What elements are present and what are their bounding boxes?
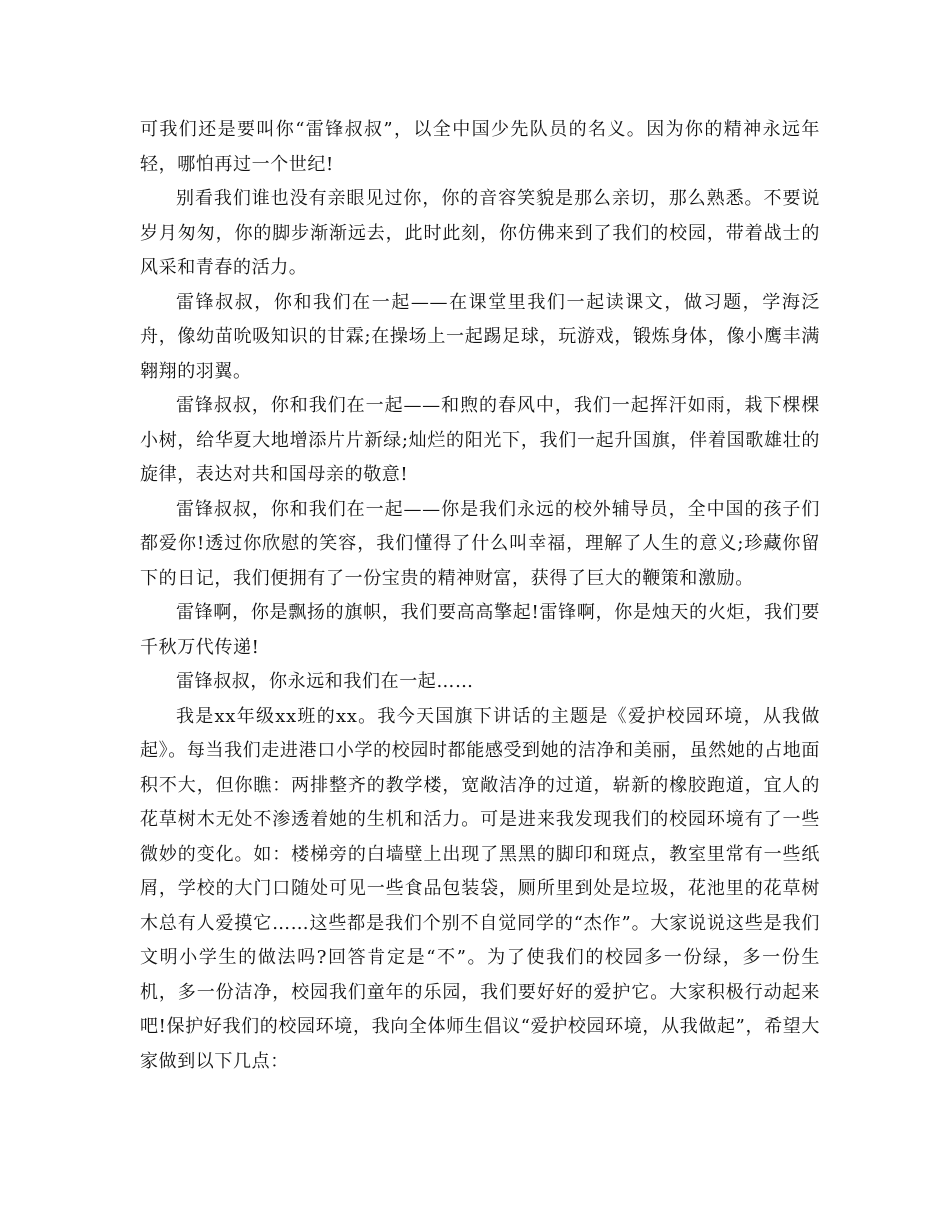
paragraph-1: 可我们还是要叫你“雷锋叔叔”，以全中国少先队员的名义。因为你的精神永远年轻，哪怕再过一个世纪! — [140, 119, 820, 175]
document-body — [140, 113, 820, 1079]
paragraph-2: 别看我们谁也没有亲眼见过你，你的音容笑貌是那么亲切，那么熟悉。不要说岁月匆匆，你的脚步渐渐远去，此时此刻，你仿佛来到了我们的校园，带着战士的风采和青春的活力。 — [140, 188, 820, 278]
paragraph-3: 雷锋叔叔，你和我们在一起——在课堂里我们一起读课文，做习题，学海泛舟，像幼苗吮吸知识的甘霖;在操场上一起踢足球，玩游戏，锻炼身体，像小鹰丰满翱翔的羽翼。 — [140, 291, 820, 382]
paragraph-8: 我是xx年级xx班的xx。我今天国旗下讲话的主题是《爱护校园环境，从我做起》。每当我们走进港口小学的校园时都能感受到她的洁净和美丽，虽然她的占地面积不大，但你瞧：两排整齐的教学楼，宽敞洁净的过道，崭新的橡胶跑道，宜人的花草树木无处不渗透着她的生机和活力。可是进来我发现我们的校园环境有了一些微妙的变化。如：楼梯旁的白墙壁上出现了黑黑的脚印和斑点，教室里常有一些纸屑，学校的大门口随处可见一些食品包装袋，厕所里到处是垃圾，花池里的花草树木总有人爱摸它……这些都是我们个别不自觉同学的“杰作”。大家说说这些是我们文明小学生的做法吗?回答肯定是“不”。为了使我们的校园多一份绿，多一份生机，多一份洁净，校园我们童年的乐园，我们要好好的爱护它。大家积极行动起来吧!保护好我们的校园环境，我向全体师生倡议“爱护校园环境，从我做起”，希望大家做到以下几点： — [140, 705, 820, 1072]
paragraph-6: 雷锋啊，你是飘扬的旗帜，我们要高高擎起!雷锋啊，你是烛天的火炬，我们要千秋万代传递! — [140, 602, 820, 658]
paragraph-7: 雷锋叔叔，你永远和我们在一起…… — [176, 671, 474, 692]
paragraph-4: 雷锋叔叔，你和我们在一起——和煦的春风中，我们一起挥汗如雨，栽下棵棵小树，给华夏大地增添片片新绿;灿烂的阳光下，我们一起升国旗，伴着国歌雄壮的旋律，表达对共和国母亲的敬意! — [140, 395, 820, 485]
paragraph-5: 雷锋叔叔，你和我们在一起——你是我们永远的校外辅导员，全中国的孩子们都爱你!透过你欣慰的笑容，我们懂得了什么叫幸福，理解了人生的意义;珍藏你留下的日记，我们便拥有了一份宝贵的精神财富，获得了巨大的鞭策和激励。 — [140, 498, 820, 589]
